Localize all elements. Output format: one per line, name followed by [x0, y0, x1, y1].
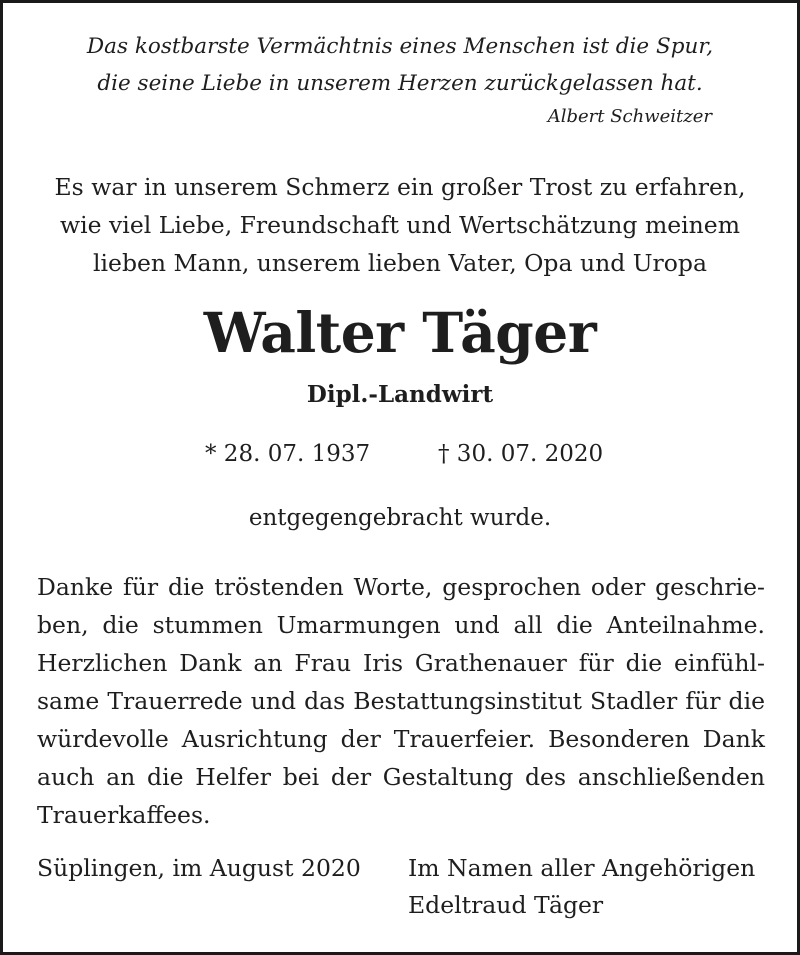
intro-line: Es war in unserem Schmerz ein großer Trost zu erfahren, [54, 173, 746, 201]
thanks-line: Danke für die tröstenden Worte, gesprochen oder geschrie- [37, 573, 765, 601]
thanks-line: Herzlichen Dank an Frau Iris Grathenauer für die einfühl- [37, 649, 765, 677]
epigraph-quote [0, 28, 800, 102]
intro-line: lieben Mann, unserem lieben Vater, Opa und Uropa [93, 249, 707, 277]
signature-place-date [37, 850, 361, 887]
thanks-line: würdevolle Ausrichtung der Trauerfeier. Besonderen Dank [37, 725, 765, 753]
thanks-line: same Trauerrede und das Bestattungsinstitut Stadler für die [37, 687, 765, 715]
intro-text [0, 168, 800, 282]
intro-line: wie viel Liebe, Freundschaft und Wertschätzung meinem [60, 211, 740, 239]
signature-block [408, 850, 755, 924]
birth-date: * 28. 07. 1937 [205, 441, 371, 467]
deceased-title: Dipl.-Landwirt [306, 381, 494, 408]
thanks-paragraph [37, 568, 765, 834]
received-line: entgegengebracht wurde. [248, 505, 552, 531]
on-behalf-text: Im Namen aller Angehörigen [408, 854, 756, 882]
quote-line: Das kostbarste Vermächtnis eines Menschen ist die Spur, [86, 34, 714, 59]
quote-line: die seine Liebe in unserem Herzen zurückgelassen hat. [97, 71, 703, 96]
signer-name: Edeltraud Täger [408, 891, 604, 919]
death-date: † 30. 07. 2020 [438, 441, 604, 467]
thanks-line: ben, die stummen Umarmungen und all die Anteilnahme. [37, 611, 765, 639]
place-date: Süplingen, im August 2020 [37, 854, 361, 882]
deceased-name: Walter Täger [203, 300, 597, 365]
thanks-line: auch an die Helfer bei der Gestaltung des anschließenden [37, 763, 765, 791]
quote-author: Albert Schweitzer [547, 106, 712, 127]
thanks-line: Trauerkaffees. [37, 801, 211, 829]
